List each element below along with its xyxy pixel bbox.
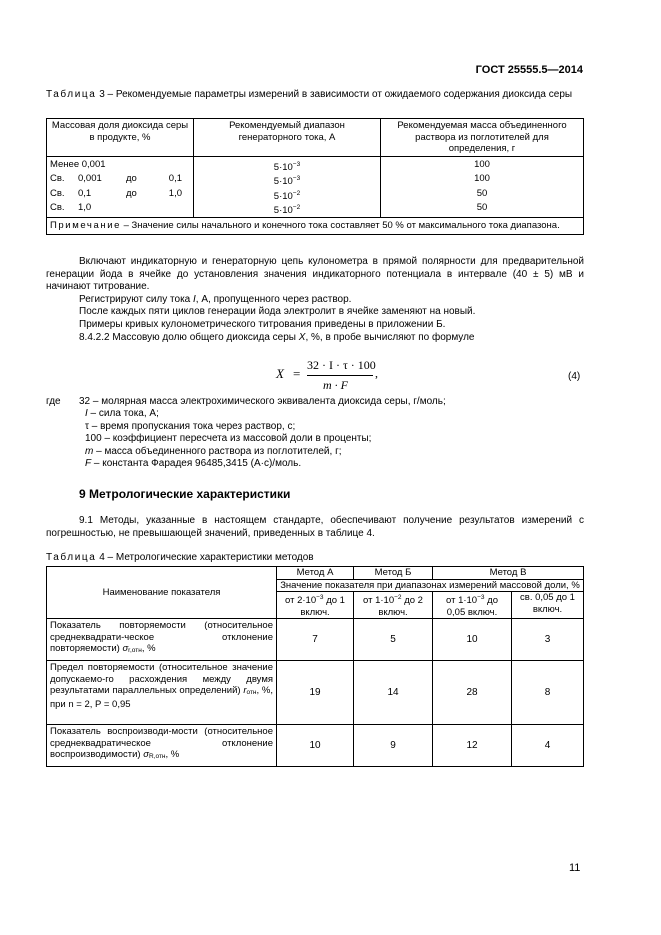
formula-lhs: X — [276, 366, 284, 381]
table4-range-header: Значение показателя при диапазонах измерений массовой доли, % — [277, 579, 584, 592]
table4-method-a: Метод А — [277, 567, 354, 580]
table3-header-current: Рекомендуемый диапазон генераторного тока, А — [194, 119, 381, 157]
legend-text: – молярная масса электрохимического эквивалента диоксида серы, г/моль; — [90, 396, 446, 407]
table4-range — [512, 592, 584, 619]
legend-symbol: 100 — [85, 433, 102, 445]
legend-item — [79, 408, 579, 420]
table-row — [47, 725, 584, 767]
table4-row-name — [47, 725, 277, 767]
table3-note-word: Примечание — [50, 219, 121, 231]
table3 — [46, 118, 584, 235]
current-base: 5·10 — [273, 190, 293, 202]
formula-denominator: m · F — [323, 378, 348, 392]
row-symbol-subscript: R,отн — [148, 753, 166, 760]
table4-caption-text: 4 – Метрологические характеристики методов — [99, 552, 314, 563]
table3-current-value — [197, 187, 377, 202]
table4-range — [433, 592, 512, 619]
table4-row-name — [47, 619, 277, 661]
table3-current-column — [194, 156, 381, 217]
legend-item — [79, 458, 579, 470]
table3-range-row — [50, 158, 190, 173]
table3-range-from: 1,0 — [78, 202, 92, 213]
table4-method-c: Метод В — [433, 567, 584, 580]
table3-range-row — [50, 172, 190, 187]
text-run: Регистрируют силу тока — [79, 293, 194, 305]
current-base: 5·10 — [273, 176, 293, 187]
standard-number: ГОСТ 25555.5—2014 — [475, 64, 583, 76]
current-base: 5·10 — [273, 161, 293, 173]
section9-paragraph: 9.1 Методы, указанные в настоящем стандарте, обеспечивают получение результатов измерений с погрешностью, не превышающей значений, приведенных в таблице 4. — [46, 515, 584, 539]
current-exponent: −3 — [292, 175, 301, 182]
table4-cell: 7 — [277, 619, 354, 661]
table-row — [47, 661, 584, 725]
text-run: , %, в пробе вычисляют по формуле — [305, 331, 475, 343]
legend-text: – время пропускания тока через раствор, с; — [88, 420, 296, 432]
legend-symbol: τ — [85, 420, 89, 432]
legend-item — [79, 421, 579, 433]
legend-text: – сила тока, А; — [87, 408, 159, 420]
current-base: 5·10 — [273, 205, 293, 216]
table3-fraction-column — [47, 156, 194, 217]
table3-current-value — [197, 201, 377, 216]
table3-range-to: 0,1 — [168, 173, 182, 184]
row-symbol-subscript: r,отн — [128, 647, 142, 654]
table3-current-value — [197, 172, 377, 187]
range-text: от 2·10 — [285, 595, 317, 606]
formula-numerator: 32 · I · τ · 100 — [307, 358, 376, 372]
row-symbol-subscript: отн — [246, 689, 257, 696]
table4-method-b: Метод Б — [354, 567, 433, 580]
table4-cell: 3 — [512, 619, 584, 661]
text-run: 8.4.2.2 Массовую долю общего диоксида серы — [79, 331, 299, 343]
row-name-text: Показатель воспроизводи-мости (относительное среднеквадратическое отклонение воспроизводимости) — [50, 726, 273, 760]
table4-row-name — [47, 661, 277, 725]
table4-cell: 5 — [354, 619, 433, 661]
range-text: от 1·10 — [363, 595, 395, 606]
table3-header-fraction: Массовая доля диоксида серы в продукте, % — [47, 119, 194, 157]
legend-item — [79, 396, 579, 408]
range-text: св. 0,05 до 1 включ. — [520, 592, 575, 615]
legend-symbol: 32 — [79, 396, 91, 407]
table4-caption-word: Таблица — [46, 552, 97, 563]
table3-mass-value: 50 — [476, 202, 488, 213]
text-run: , А, пропущенного через раствор. — [195, 293, 352, 305]
table3-caption-text: 3 – Рекомендуемые параметры измерений в зависимости от ожидаемого содержания диоксида серы — [99, 89, 573, 100]
table4-cell: 19 — [277, 661, 354, 725]
table4-cell: 8 — [512, 661, 584, 725]
paragraph — [46, 294, 584, 307]
table-row — [47, 619, 584, 661]
table3-range-label: Св. — [50, 187, 65, 199]
range-exponent: −3 — [477, 594, 485, 601]
table4-cell: 10 — [433, 619, 512, 661]
legend-item — [79, 433, 579, 445]
table3-note — [47, 217, 584, 234]
table3-mass-value: 50 — [476, 187, 488, 199]
page-number: 11 — [569, 862, 581, 874]
table4-cell: 4 — [512, 725, 584, 767]
table3-note-text: – Значение силы начального и конечного тока составляет 50 % от максимального тока диапазона. — [121, 219, 560, 231]
table3-mass-value: 100 — [474, 158, 490, 170]
table3-range-label: Св. — [50, 202, 65, 213]
range-exponent: −3 — [316, 594, 324, 601]
row-symbol: r — [243, 685, 247, 696]
body-text — [46, 256, 584, 344]
table4-cell: 9 — [354, 725, 433, 767]
where-label: где — [46, 396, 61, 407]
legend-text: – коэффициент пересчета из массовой доли в проценты; — [101, 433, 372, 445]
table3-range-from: 0,001 — [78, 173, 102, 184]
legend-text: – константа Фарадея 96485,3415 (А·с)/моль. — [91, 458, 302, 470]
table4-cell: 12 — [433, 725, 512, 767]
table4-cell: 28 — [433, 661, 512, 725]
row-symbol: σ — [143, 749, 149, 760]
current-exponent: −3 — [292, 160, 301, 168]
paragraph: Примеры кривых кулонометрического титрования приведены в приложении Б. — [79, 318, 446, 330]
table3-mass-value: 100 — [474, 173, 490, 184]
range-text: до 1 включ. — [300, 595, 345, 618]
table4-range — [277, 592, 354, 619]
legend-text: – масса объединенного раствора из поглотителей, г; — [93, 445, 342, 457]
table4-range — [354, 592, 433, 619]
table3-caption-word: Таблица — [46, 89, 97, 100]
row-name-text: Предел повторяемости (относительное значение допускаемо-го расхождения между двумя результатами параллельных определений) — [50, 662, 273, 696]
row-name-text: Показатель повторяемости (относительное среднеквадрати-ческое отклонение повторяемости) — [50, 620, 273, 654]
row-symbol: σ — [122, 643, 129, 654]
table3-range-to-word: до — [126, 173, 137, 184]
table4-cell: 14 — [354, 661, 433, 725]
range-text: до 2 включ. — [378, 595, 423, 618]
paragraph — [46, 332, 584, 345]
legend-items — [79, 396, 579, 470]
range-exponent: −2 — [394, 594, 402, 601]
section-heading: 9 Метрологические характеристики — [79, 487, 291, 501]
table3-range-label: Менее 0,001 — [50, 158, 106, 170]
legend-symbol: F — [85, 458, 92, 470]
table3-mass-column — [381, 156, 584, 217]
symbol-current: I — [193, 293, 196, 305]
current-exponent: −2 — [292, 204, 301, 211]
table3-caption — [46, 89, 584, 102]
legend-item — [79, 446, 579, 458]
paragraph: Включают индикаторную и генераторную цепь кулонометра в прямой полярности для предварительной генерации йода в ячейке до установления значения индикаторного потенциала в интервале (40 ± 5) мВ и начинают титрование. — [46, 256, 584, 293]
table4 — [46, 566, 584, 767]
table4-cell: 10 — [277, 725, 354, 767]
fraction-bar — [307, 375, 373, 376]
legend-symbol: m — [85, 445, 94, 457]
table4-caption — [46, 552, 584, 565]
table4-name-header: Наименование показателя — [47, 567, 277, 619]
table3-range-from: 0,1 — [78, 187, 92, 199]
paragraph: После каждых пяти циклов генерации йода электролит в ячейке заменяют на новый. — [79, 306, 476, 318]
row-name-tail: , %, при n = 2, P = 0,95 — [50, 685, 273, 710]
range-text: от 1·10 — [446, 595, 478, 606]
table3-range-row — [50, 187, 190, 202]
formula-4 — [276, 358, 386, 396]
formula-comma: , — [375, 366, 378, 380]
formula-equals: = — [293, 366, 301, 381]
table3-range-row — [50, 201, 190, 216]
formula-number: (4) — [568, 371, 581, 382]
row-name-tail: , % — [141, 643, 156, 654]
table3-current-value — [197, 158, 377, 173]
current-exponent: −2 — [292, 189, 301, 197]
table3-header-mass: Рекомендуемая масса объединенного раствора из поглотителей для определения, г — [381, 119, 584, 157]
table3-range-to-word: до — [126, 187, 137, 199]
table3-range-label: Св. — [50, 173, 65, 184]
symbol-x: X — [298, 331, 306, 343]
range-text: до 0,05 включ. — [446, 595, 498, 618]
legend-symbol: I — [85, 408, 88, 420]
table3-range-to: 1,0 — [168, 187, 182, 199]
row-name-tail: , % — [165, 749, 180, 760]
